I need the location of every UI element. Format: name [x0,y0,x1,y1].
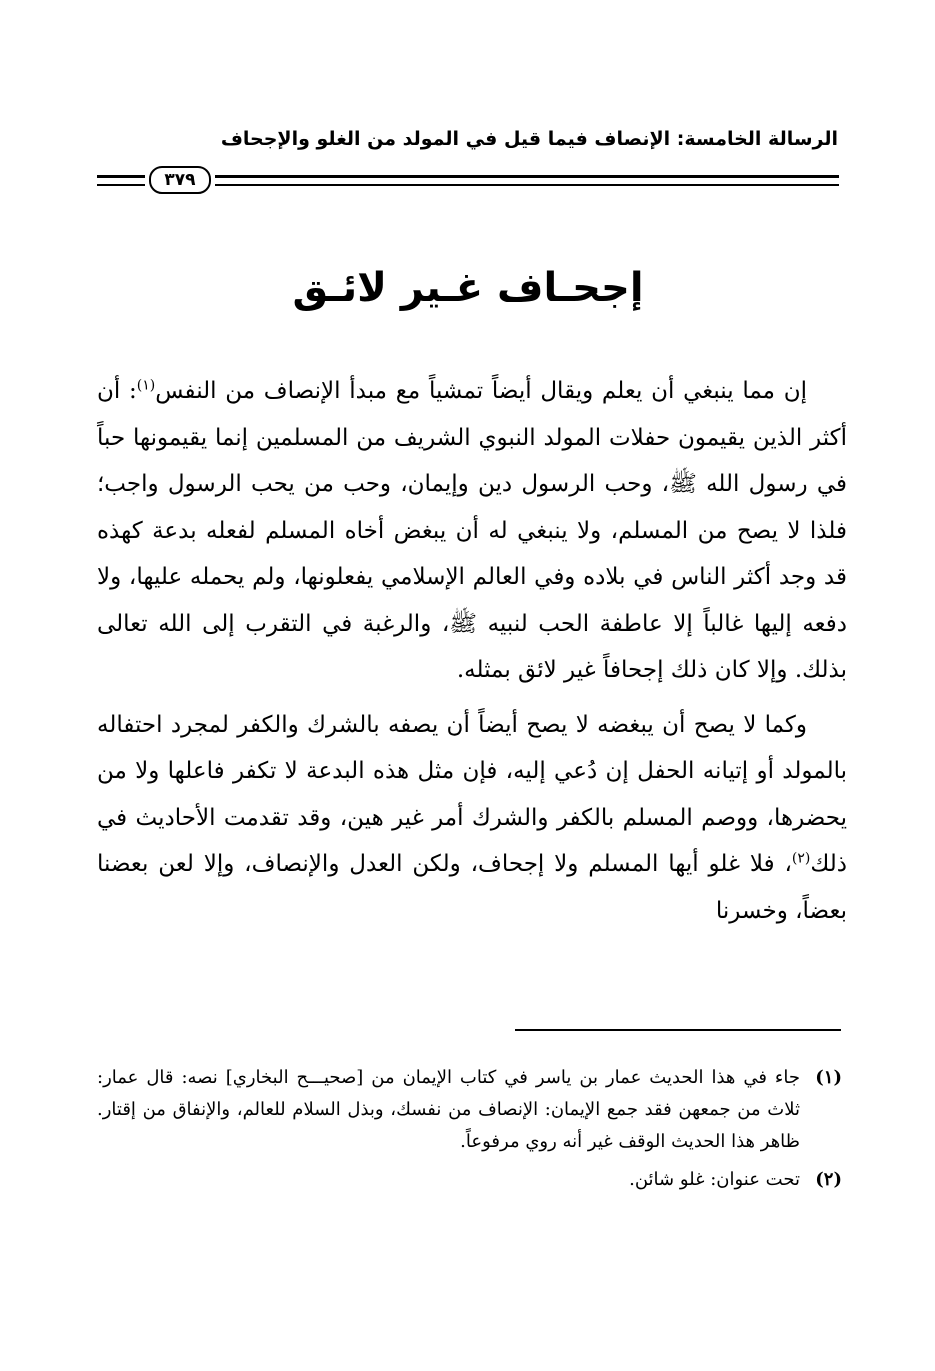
footnote-1 [97,1062,842,1158]
header-rule-right [215,175,839,186]
footnote-1-number: (١) [815,1067,842,1088]
paragraph-2-text-b: ، فلا غلو أيها المسلم ولا إجحاف، ولكن العدل والإنصاف، وإلا لعن بعضنا بعضاً، وخسرنا [97,851,847,924]
chapter-title: إجحـاف غـير لائـق [292,265,644,311]
footnote-marker-2: (٢) [791,850,811,867]
footnote-1-text: جاء في هذا الحديث عمار بن ياسر في كتاب الإيمان من [صحيـــح البخاري] نصه: قال عمار: ثلاث من جمعهن فقد جمع الإيمان: الإنصاف من نفسك، وبذل السلام للعالم، والإنفاق من إقتار. ظاهر هذا الحديث الوقف غير أنه روي مرفوعاً. [97,1067,800,1152]
body-text [97,368,847,934]
paragraph-1-text-b: : أن أكثر الذين يقيمون حفلات المولد النبوي الشريف من المسلمين إنما يقيمونها حباً في رسول الله ﷺ، وحب الرسول دين وإيمان، وحب من يحب الرسول واجب؛ فلذا لا يصح من المسلم، ولا ينبغي له أن يبغض أخاه المسلم لفعله بدعة كهذه قد وجد أكثر الناس في بلاده وفي العالم الإسلامي يفعلونها، ولم يحمله عليها، ولا دفعه إليها غالباً إلا عاطفة الحب لنبيه ﷺ، والرغبة في التقرب إلى الله تعالى بذلك. وإلا كان ذلك إجحافاً غير لائق بمثله. [97,378,847,683]
header-rule-left [97,175,145,186]
footnote-separator [515,1029,841,1031]
footnotes [97,1062,842,1196]
header-rule [97,166,839,194]
paragraph-1-text-a: إن مما ينبغي أن يعلم ويقال أيضاً تمشياً مع مبدأ الإنصاف من النفس [155,378,807,404]
page-number: ٣٧٩ [149,166,211,194]
paragraph-1 [97,368,847,694]
footnote-2 [97,1164,842,1196]
paragraph-2 [97,702,847,935]
paragraph-2-text-a: وكما لا يصح أن يبغضه لا يصح أيضاً أن يصفه بالشرك والكفر لمجرد احتفاله بالمولد أو إتيانه الحفل إن دُعي إليه، فإن مثل هذه البدعة لا تكفر فاعلها ولا من يحضرها، ووصم المسلم بالكفر والشرك أمر غير هين، وقد تقدمت الأحاديث في ذلك [97,711,847,877]
footnote-marker-1: (١) [136,377,156,394]
footnote-2-number: (٢) [815,1169,842,1190]
running-header: الرسالة الخامسة: الإنصاف فيما قيل في المولد من الغلو والإجحاف [220,128,838,150]
footnote-2-text: تحت عنوان: غلو شائن. [629,1169,800,1190]
